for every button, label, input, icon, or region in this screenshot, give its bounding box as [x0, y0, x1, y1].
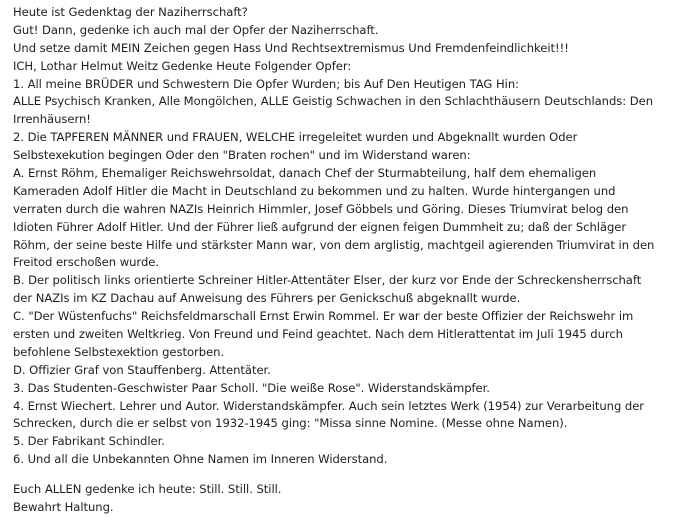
- text-line: 4. Ernst Wiechert. Lehrer und Autor. Widerstandskämpfer. Auch sein letztes Werk (1954) zur Verarbeitung der: [13, 398, 645, 413]
- post-body: [13, 4, 668, 517]
- text-line: 2. Die TAPFEREN MÄNNER und FRAUEN, WELCHE irregeleitet wurden und Abgeknallt wurden Oder: [13, 130, 578, 145]
- text-line: Gut! Dann, gedenke ich auch mal der Opfer der Naziherrschaft.: [13, 22, 379, 37]
- text-line: der NAZIs im KZ Dachau auf Anweisung des Führers per Genickschuß abgeknallt wurde.: [13, 291, 521, 306]
- text-line: befohlene Selbstexektion gestorben.: [13, 344, 225, 359]
- text-line: 5. Der Fabrikant Schindler.: [13, 434, 165, 449]
- text-line: Idioten Führer Adolf Hitler. Und der Führer ließ aufgrund der eignen feigen Dummheit zu; daß der Schläger: [13, 219, 627, 234]
- text-line: C. "Der Wüstenfuchs" Reichsfeldmarschall Ernst Erwin Rommel. Er war der beste Offizier der Reichswehr im: [13, 309, 634, 324]
- text-line: 1. All meine BRÜDER und Schwestern Die Opfer Wurden; bis Auf Den Heutigen TAG Hin:: [13, 76, 519, 91]
- closing-line: Euch ALLEN gedenke ich heute: Still. Still. Still.: [13, 482, 282, 497]
- text-line: 3. Das Studenten-Geschwister Paar Scholl. "Die weiße Rose". Widerstandskämpfer.: [13, 380, 490, 395]
- text-line: Selbstexekution begingen Oder den "Braten rochen" und im Widerstand waren:: [13, 148, 471, 163]
- text-line: verraten durch die wahren NAZIs Heinrich Himmler, Josef Göbbels und Göring. Dieses Triumvirat belog den: [13, 201, 629, 216]
- text-line: B. Der politisch links orientierte Schreiner Hitler-Attentäter Elser, der kurz vor Ende der Schreckensherrschaft: [13, 273, 642, 288]
- text-line: Schrecken, durch die er selbst von 1932-1945 ging: "Missa sinne Nomine. (Messe ohne Namen).: [13, 416, 568, 431]
- text-line: ICH, Lothar Helmut Weitz Gedenke Heute Folgender Opfer:: [13, 58, 352, 73]
- text-line: Heute ist Gedenktag der Naziherrschaft?: [13, 5, 248, 19]
- text-line: Und setze damit MEIN Zeichen gegen Hass Und Rechtsextremismus Und Fremdenfeindlichkeit!!!: [13, 40, 569, 55]
- text-line: Freitod erschoßen wurde.: [13, 255, 159, 270]
- text-line: 6. Und all die Unbekannten Ohne Namen im Inneren Widerstand.: [13, 452, 388, 467]
- text-line: A. Ernst Röhm, Ehemaliger Reichswehrsoldat, danach Chef der Sturmabteilung, half dem ehemaligen: [13, 166, 597, 181]
- text-line: ersten und zweiten Weltkrieg. Von Freund und Feind geachtet. Nach dem Hitlerattentat im Juli 1945 durch: [13, 327, 623, 342]
- text-line: D. Offizier Graf von Stauffenberg. Attentäter.: [13, 362, 271, 377]
- paragraph-gap: [13, 469, 668, 481]
- text-line: Röhm, der seine beste Hilfe und stärkster Mann war, von dem arglistig, machtgeil agierenden Triumvirat in den: [13, 237, 655, 252]
- text-line: Irrenhäusern!: [13, 112, 91, 127]
- closing-line: Bewahrt Haltung.: [13, 500, 114, 515]
- text-line: Kameraden Adolf Hitler die Macht in Deutschland zu bekommen und zu halten. Wurde hintergangen und: [13, 183, 616, 198]
- text-line: ALLE Psychisch Kranken, Alle Mongölchen, ALLE Geistig Schwachen in den Schlachthäusern Deutschlands: Den: [13, 94, 654, 109]
